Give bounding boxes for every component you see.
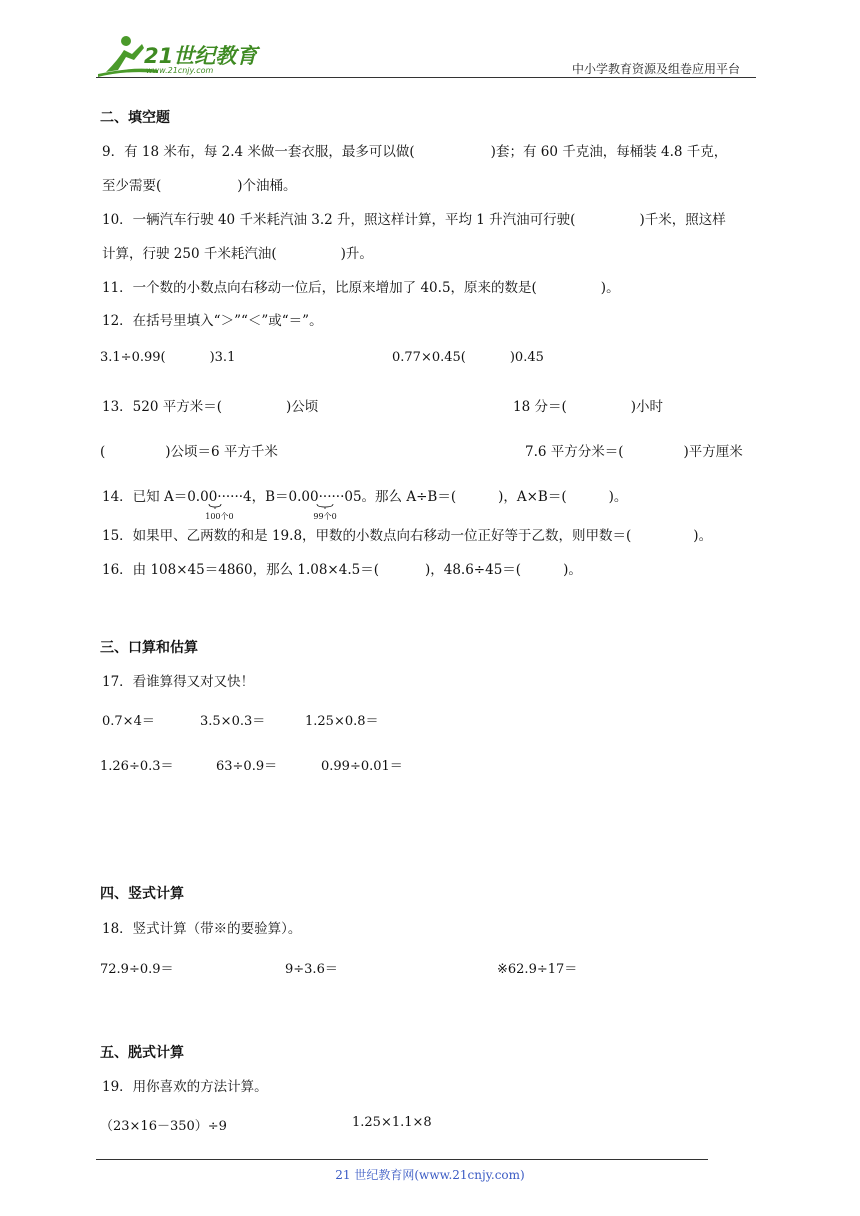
site-logo: [96, 30, 266, 80]
number-A-underbrace: 0.00······4 100个0: [187, 489, 252, 521]
underbrace-icon: [289, 503, 365, 511]
mental-calc-item: 0.7×4＝: [102, 714, 155, 729]
question-15: 15．如果甲、乙两数的和是 19.8，甲数的小数点向右移动一位正好等于乙数，则甲数＝( )。: [102, 528, 713, 544]
footer-divider: [96, 1159, 708, 1160]
question-10-line2: 计算，行驶 250 千米耗汽油( )升。: [102, 246, 373, 262]
question-13b-left: ( )公顷＝6 平方千米: [100, 444, 278, 460]
ellipsis-icon: ······: [318, 489, 345, 505]
mental-calc-item: 0.99÷0.01＝: [321, 759, 403, 774]
section-title-vertical-calc: 四、竖式计算: [100, 886, 184, 902]
vertical-calc-item: 9÷3.6＝: [285, 962, 338, 977]
footer-link[interactable]: 21 世纪教育网(www.21cnjy.com): [335, 1168, 525, 1182]
logo-text: 21世纪教育: [144, 44, 258, 68]
number-B-underbrace: 0.00······05 99个0: [289, 489, 362, 505]
question-18: 18．竖式计算（带※的要验算）。: [102, 921, 302, 937]
mental-calc-item: 1.25×0.8＝: [305, 714, 379, 729]
ellipsis-icon: ······: [217, 489, 244, 505]
section-title-mental-math: 三、口算和估算: [100, 640, 198, 656]
question-12: 12．在括号里填入“＞”“＜”或“＝”。: [102, 313, 323, 329]
question-13-right: 18 分＝( )小时: [513, 399, 664, 415]
platform-name: 中小学教育资源及组卷应用平台: [572, 62, 741, 76]
step-calc-item: （23×16－350）÷9: [100, 1119, 227, 1134]
section-title-fill-blank: 二、填空题: [100, 110, 170, 126]
compare-right: 0.77×0.45( )0.45: [392, 350, 544, 365]
step-calc-item: 1.25×1.1×8: [352, 1115, 432, 1130]
question-17: 17．看谁算得又对又快！: [102, 674, 255, 690]
question-16: 16．由 108×45＝4860，那么 1.08×4.5＝( )，48.6÷45＝( )。: [102, 562, 582, 578]
vertical-calc-item: ※62.9÷17＝: [497, 962, 578, 977]
question-9-line2: 至少需要( )个油桶。: [102, 178, 297, 194]
question-14: 14．已知 A＝0.00······4 100个0 ，B＝0.00······05 99个0 。那么 A÷B＝( )，A×B＝( )。: [102, 489, 628, 521]
underbrace-icon: [187, 503, 243, 511]
mental-calc-item: 1.26÷0.3＝: [100, 759, 174, 774]
header-divider: [96, 77, 756, 78]
question-13b-right: 7.6 平方分米＝( )平方厘米: [525, 444, 743, 460]
question-9-line1: 9．有 18 米布，每 2.4 米做一套衣服，最多可以做( )套；有 60 千克油，每桶装 4.8 千克，: [102, 144, 728, 160]
question-11: 11．一个数的小数点向右移动一位后，比原来增加了 40.5，原来的数是( )。: [102, 280, 620, 296]
question-13-left: 13．520 平方米＝( )公顷: [102, 399, 319, 415]
vertical-calc-item: 72.9÷0.9＝: [100, 962, 174, 977]
question-10-line1: 10．一辆汽车行驶 40 千米耗汽油 3.2 升，照这样计算，平均 1 升汽油可行驶( )千米，照这样: [102, 212, 726, 228]
mental-calc-item: 63÷0.9＝: [216, 759, 278, 774]
compare-left: 3.1÷0.99( )3.1: [100, 350, 236, 365]
section-title-step-calc: 五、脱式计算: [100, 1045, 184, 1061]
mental-calc-item: 3.5×0.3＝: [200, 714, 266, 729]
logo-url: www.21cnjy.com: [146, 66, 214, 75]
question-19: 19．用你喜欢的方法计算。: [102, 1079, 268, 1095]
